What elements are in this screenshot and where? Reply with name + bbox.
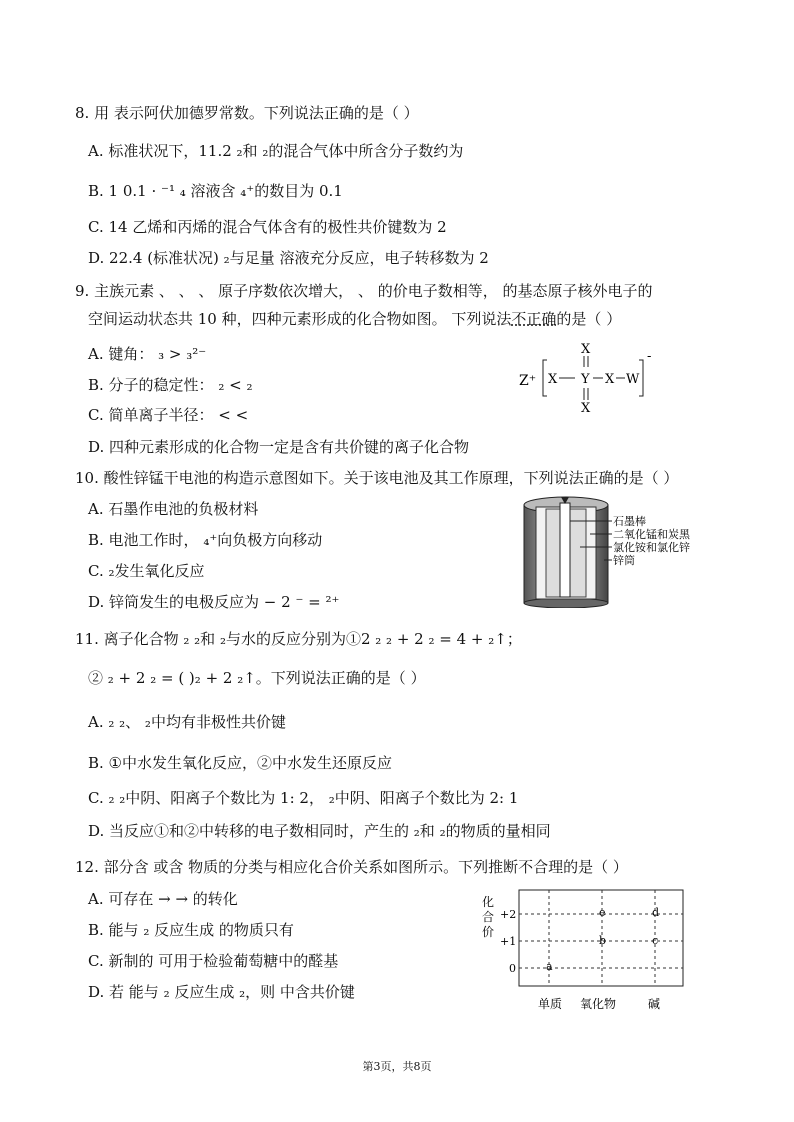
right-x-atom: X [605,372,615,387]
q9-structure-diagram [515,338,665,418]
q9-option-c: C. 简单离子半径： < < [88,406,249,424]
ylabel-char-2: 合 [482,910,495,924]
q9-option-d: D. 四种元素形成的化合物一定是含有共价键的离子化合物 [88,438,470,456]
q12-option-a: A. 可存在 → → 的转化 [88,890,238,908]
point-e: e [599,906,606,919]
q8-stem: 8. 用 表示阿伏加德罗常数。下列说法正确的是（ ） [75,104,419,122]
q12-option-c: C. 新制的 可用于检验葡萄糖中的醛基 [88,952,339,970]
q10-option-c: C. ₂发生氧化反应 [88,562,205,580]
point-b: b [599,934,607,947]
top-x-atom: X [581,342,591,357]
point-c: c [652,934,659,947]
q10-stem: 10. 酸性锌锰干电池的构造示意图如下。关于该电池及其工作原理，下列说法正确的是（ ） [75,469,679,487]
point-a: a [546,960,553,973]
ytick-plus1: +1 [500,935,517,948]
bottom-x-atom: X [581,401,591,416]
q10-option-a: A. 石墨作电池的负极材料 [88,500,259,518]
label-zinc-can: 锌筒 [613,554,635,567]
label-mno2-carbon: 二氧化锰和炭黑 [613,528,690,541]
q10-option-d: D. 锌筒发生的电极反应为 − 2 ⁻ = ²⁺ [88,593,340,611]
q11-option-b: B. ①中水发生氧化反应，②中水发生还原反应 [88,754,393,772]
q9-stem-end: 的是（ ） [556,310,622,328]
q9-option-a: A. 键角： ₃ > ₃²⁻ [88,345,207,363]
q12-stem: 12. 部分含 或含 物质的分类与相应化合价关系如图所示。下列推断不合理的是（ ） [75,858,628,876]
q9-stem-negation: 不正确 [511,310,557,328]
page-footer: 第3页，共8页 [362,1060,432,1073]
q9-stem-line2 [88,309,621,329]
anion-charge: - [647,349,652,364]
q11-option-c: C. ₂ ₂中阴、阳离子个数比为 1: 2， ₂中阴、阳离子个数比为 2: 1 [88,789,519,807]
center-y-atom: Y [581,372,590,387]
q11-option-d: D. 当反应①和②中转移的电子数相同时，产生的 ₂和 ₂的物质的量相同 [88,822,551,840]
q8-option-d: D. 22.4 (标准状况) ₂与足量 溶液充分反应，电子转移数为 2 [88,249,489,267]
battery-diagram [520,493,705,608]
label-nh4cl-zncl2: 氯化铵和氯化锌 [613,541,690,554]
xtick-element: 单质 [538,997,563,1011]
xtick-oxide: 氧化物 [580,997,617,1011]
q11-option-a: A. ₂ ₂、 ₂中均有非极性共价键 [88,713,286,731]
q9-option-b: B. 分子的稳定性： ₂ < ₂ [88,376,253,394]
cation-label: Z⁺ [519,373,537,389]
q8-option-a: A. 标准状况下，11.2 ₂和 ₂的混合气体中所含分子数约为 [88,142,464,160]
q12-option-b: B. 能与 ₂ 反应生成 的物质只有 [88,921,294,939]
q8-option-b: B. 1 0.1 · ⁻¹ ₄ 溶液含 ₄⁺的数目为 0.1 [88,182,343,200]
valence-category-chart [472,888,692,1018]
ylabel-char-3: 价 [482,925,495,939]
xtick-base: 碱 [648,997,661,1011]
ytick-plus2: +2 [500,908,517,921]
label-graphite-rod: 石墨棒 [613,515,646,528]
q9-stem-line1: 9. 主族元素 、 、 、 原子序数依次增大， 、 的价电子数相等， 的基态原子核外电子的 [75,282,653,300]
left-x-atom: X [548,372,558,387]
q12-option-d: D. 若 能与 ₂ 反应生成 ₂，则 中含共价键 [88,983,355,1001]
q11-line2: ② ₂ + 2 ₂ = ( )₂ + 2 ₂↑。下列说法正确的是（ ） [88,669,426,687]
point-d: d [652,906,660,919]
ytick-zero: 0 [509,962,516,975]
w-atom: W [626,372,640,387]
q10-option-b: B. 电池工作时， ₄⁺向负极方向移动 [88,531,323,549]
q8-option-c: C. 14 乙烯和丙烯的混合气体含有的极性共价键数为 2 [88,218,447,236]
ylabel-char-1: 化 [482,895,495,909]
q9-stem-text: 空间运动状态共 10 种，四种元素形成的化合物如图。 下列说法 [88,310,512,328]
q11-line1: 11. 离子化合物 ₂ ₂和 ₂与水的反应分别为①2 ₂ ₂ + 2 ₂ = 4 + ₂↑； [75,630,522,648]
